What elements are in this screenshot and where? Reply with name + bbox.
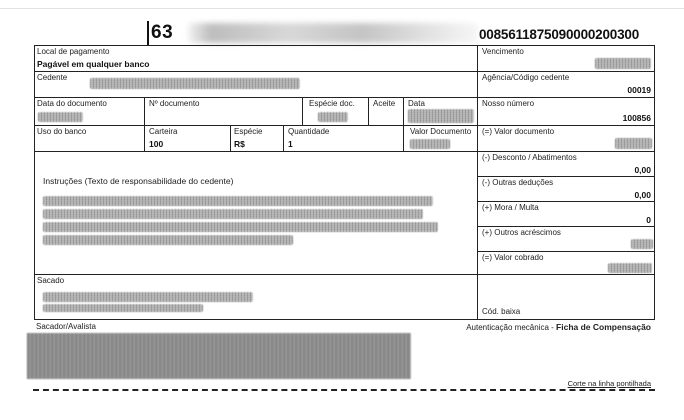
data-documento-label: Data do documento bbox=[37, 99, 107, 108]
nosso-numero-label: Nosso número bbox=[482, 99, 535, 108]
agencia-value: 00019 bbox=[627, 85, 651, 95]
redacted-sacado-line1 bbox=[43, 292, 253, 302]
redacted-valor-mid bbox=[410, 139, 450, 149]
mora-value: 0 bbox=[646, 215, 651, 225]
local-pagamento-label: Local de pagamento bbox=[37, 47, 110, 56]
outras-deducoes-value: 0,00 bbox=[634, 190, 651, 200]
cod-baixa-label: Cód. baixa bbox=[482, 307, 521, 316]
autenticacao-text bbox=[466, 322, 651, 332]
uso-banco-label: Uso do banco bbox=[37, 127, 87, 136]
quantidade-label: Quantidade bbox=[288, 127, 330, 136]
data-processamento-label: Data bbox=[408, 99, 425, 108]
nosso-numero-value: 100856 bbox=[622, 113, 651, 123]
redacted-vencimento bbox=[595, 58, 651, 69]
right-column-divider bbox=[477, 46, 478, 319]
redacted-cedente bbox=[90, 78, 300, 89]
instrucoes-label: Instruções (Texto de responsabilidade do cedente) bbox=[43, 176, 234, 186]
outras-deducoes-label: (-) Outras deduções bbox=[482, 178, 554, 187]
carteira-value: 100 bbox=[149, 139, 164, 149]
especie-label: Espécie bbox=[234, 127, 263, 136]
autenticacao-label: Autenticação mecânica - bbox=[466, 323, 554, 332]
redacted-digitable-line-part bbox=[188, 23, 478, 43]
especie-doc-label: Espécie doc. bbox=[309, 99, 355, 108]
redacted-valor-documento bbox=[615, 138, 652, 149]
page-top-divider bbox=[0, 8, 684, 9]
sacador-label: Sacador/Avalista bbox=[36, 322, 96, 331]
redacted-especie-doc bbox=[318, 112, 348, 122]
outros-acrescimos-label: (+) Outros acréscimos bbox=[482, 228, 561, 237]
mora-label: (+) Mora / Multa bbox=[482, 203, 539, 212]
valor-documento-label: (=) Valor documento bbox=[482, 127, 555, 136]
desconto-value: 0,00 bbox=[634, 165, 651, 175]
aceite-label: Aceite bbox=[373, 99, 396, 108]
local-pagamento-value: Pagável em qualquer banco bbox=[37, 59, 150, 69]
numero-documento-label: Nº documento bbox=[149, 99, 200, 108]
ficha-compensacao-label: Ficha de Compensação bbox=[556, 322, 651, 332]
redacted-data-documento bbox=[38, 112, 83, 122]
valor-documento-mid-label: Valor Documento bbox=[410, 127, 472, 136]
vencimento-label: Vencimento bbox=[482, 47, 524, 56]
bank-code: 63 bbox=[151, 22, 174, 43]
redacted-valor-cobrado bbox=[608, 263, 652, 273]
cut-line bbox=[33, 389, 655, 391]
carteira-label: Carteira bbox=[149, 127, 178, 136]
redacted-outros-acrescimos bbox=[631, 239, 653, 249]
valor-cobrado-label: (=) Valor cobrado bbox=[482, 253, 544, 262]
cut-line-label: Corte na linha pontilhada bbox=[567, 379, 651, 388]
especie-value: R$ bbox=[234, 139, 245, 149]
header-separator bbox=[147, 21, 149, 45]
quantidade-value: 1 bbox=[288, 139, 293, 149]
desconto-label: (-) Desconto / Abatimentos bbox=[482, 153, 577, 162]
boleto-form bbox=[34, 45, 655, 320]
barcode bbox=[27, 333, 411, 379]
sacado-label: Sacado bbox=[37, 276, 65, 285]
agencia-label: Agência/Código cedente bbox=[482, 73, 570, 82]
redacted-data-processamento bbox=[408, 109, 474, 123]
redacted-sacado-line2 bbox=[43, 304, 203, 312]
digitable-line: 0085611875090000200300 bbox=[479, 27, 640, 42]
cedente-label: Cedente bbox=[37, 73, 68, 82]
